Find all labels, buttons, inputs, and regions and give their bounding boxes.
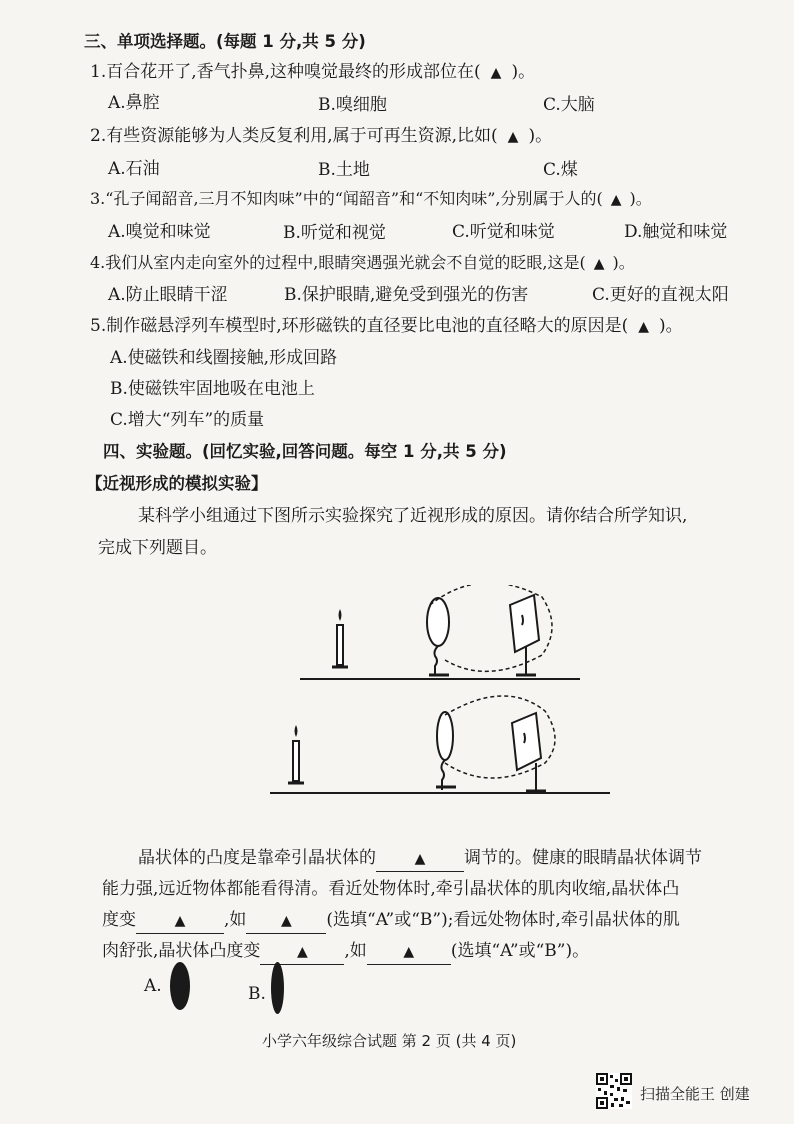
para-line-1: 晶状体的凸度是靠牵引晶状体的 ▲ 调节的。健康的眼睛晶状体调节 <box>138 846 702 872</box>
blank-3[interactable]: ▲ <box>246 909 326 934</box>
question-2-option-a: A.石油 <box>108 159 160 179</box>
para-line-4: 肉舒张,晶状体凸度变 ▲ ,如 ▲ (选填“A”或“B”)。 <box>102 939 589 965</box>
candle-icon <box>288 725 304 783</box>
question-1-option-a: A.鼻腔 <box>108 93 160 113</box>
blank-1[interactable]: ▲ <box>376 847 464 872</box>
question-5-option-b: B.使磁铁牢固地吸在电池上 <box>110 379 315 399</box>
experiment-figure <box>260 585 620 810</box>
question-5: 5.制作磁悬浮列车模型时,环形磁铁的直径要比电池的直径略大的原因是( ▲ )。 <box>90 316 683 336</box>
lens-a-icon <box>170 962 190 1010</box>
lens-b-label: B. <box>248 984 266 1004</box>
setup-bottom <box>270 696 610 793</box>
question-1-option-b: B.嗅细胞 <box>318 95 387 115</box>
qr-code-icon <box>596 1073 632 1109</box>
blank-4[interactable]: ▲ <box>260 940 344 965</box>
section4-title: 四、实验题。(回忆实验,回答问题。每空 1 分,共 5 分) <box>103 442 507 461</box>
experiment-intro-line2: 完成下列题目。 <box>98 538 217 558</box>
question-4-option-b: B.保护眼睛,避免受到强光的伤害 <box>284 285 529 305</box>
question-4-option-a: A.防止眼睛干涩 <box>108 285 228 305</box>
question-3-option-c: C.听觉和味觉 <box>452 222 555 242</box>
experiment-intro-line1: 某科学小组通过下图所示实验探究了近视形成的原因。请你结合所学知识, <box>138 506 688 526</box>
question-3-option-a: A.嗅觉和味觉 <box>108 222 211 242</box>
question-2-option-b: B.土地 <box>318 160 370 180</box>
scanner-watermark: 扫描全能王 创建 <box>640 1085 750 1103</box>
question-3-option-d: D.触觉和味觉 <box>624 222 728 242</box>
setup-top <box>300 585 580 679</box>
question-5-option-c: C.增大“列车”的质量 <box>110 410 265 430</box>
question-5-option-a: A.使磁铁和线圈接触,形成回路 <box>110 348 338 368</box>
screen-icon <box>512 713 546 791</box>
lens-a-label: A. <box>144 976 162 996</box>
question-1: 1.百合花开了,香气扑鼻,这种嗅觉最终的形成部位在( ▲ )。 <box>90 62 536 82</box>
blank-5[interactable]: ▲ <box>367 940 451 965</box>
screen-icon <box>510 595 539 675</box>
question-1-option-c: C.大脑 <box>543 95 595 115</box>
para-line-3: 度变 ▲ ,如 ▲ (选填“A”或“B”);看远处物体时,牵引晶状体的肌 <box>102 908 680 934</box>
page-footer: 小学六年级综合试题 第 2 页 (共 4 页) <box>262 1032 517 1050</box>
question-3: 3.“孔子闻韶音,三月不知肉味”中的“闻韶音”和“不知肉味”,分别属于人的( ▲ )。 <box>90 189 652 208</box>
question-2-option-c: C.煤 <box>543 160 578 180</box>
para-line-2: 能力强,远近物体都能看得清。看近处物体时,牵引晶状体的肌肉收缩,晶状体凸 <box>102 879 680 899</box>
question-4-option-c: C.更好的直视太阳 <box>592 285 729 305</box>
lens-icon <box>436 712 456 790</box>
experiment-title: 【近视形成的模拟实验】 <box>86 474 268 493</box>
lens-b-icon <box>271 962 284 1014</box>
lens-icon <box>427 598 449 676</box>
section3-title: 三、单项选择题。(每题 1 分,共 5 分) <box>84 32 366 51</box>
question-2: 2.有些资源能够为人类反复利用,属于可再生资源,比如( ▲ )。 <box>90 126 553 146</box>
candle-icon <box>332 609 348 667</box>
blank-2[interactable]: ▲ <box>136 909 224 934</box>
question-3-option-b: B.听觉和视觉 <box>283 223 386 243</box>
question-4: 4.我们从室内走向室外的过程中,眼睛突遇强光就会不自觉的眨眼,这是( ▲ )。 <box>90 253 635 272</box>
